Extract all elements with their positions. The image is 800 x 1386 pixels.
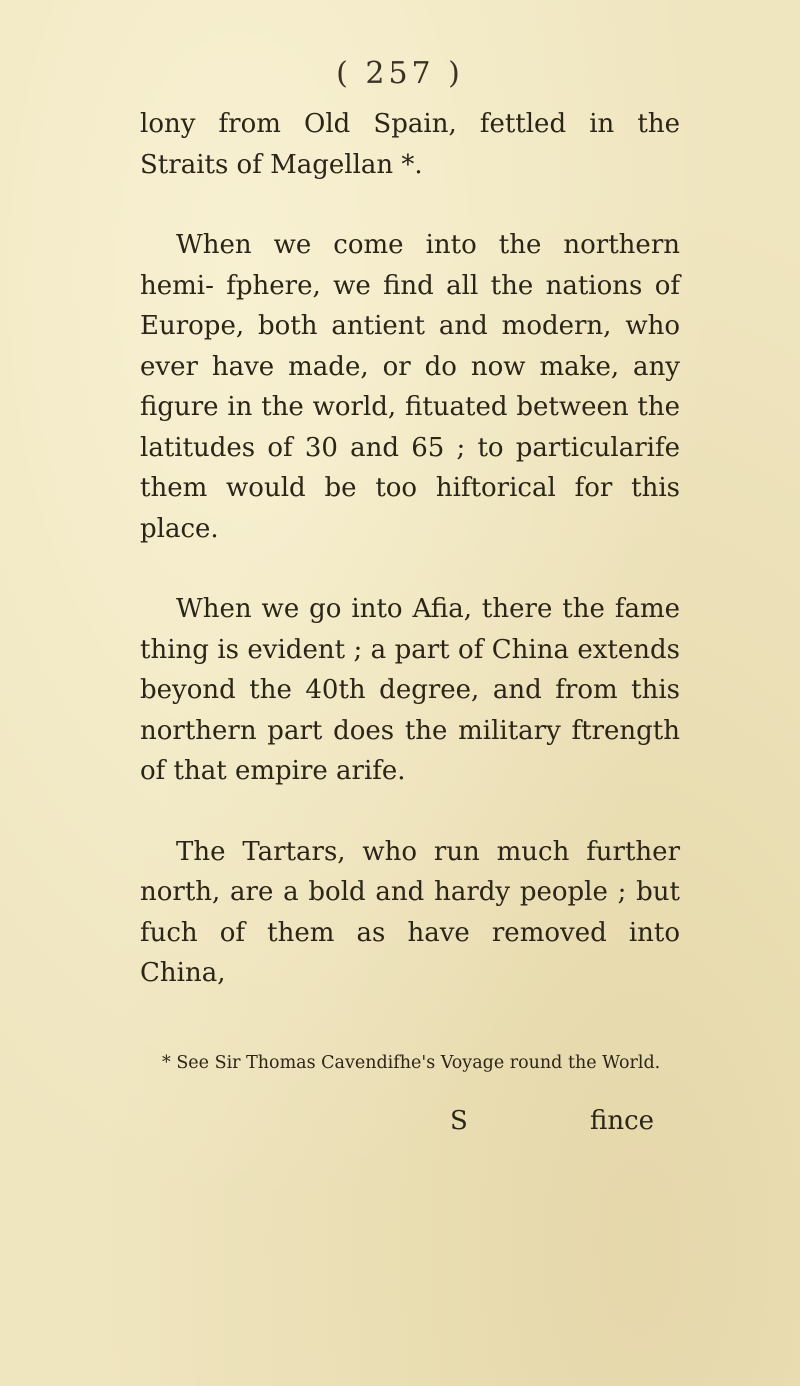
paragraph-tartars: The Tartars, who run much further north, are a bold and hardy people ; but fuch of them as have removed into China,: [140, 836, 680, 988]
catchword: fince: [590, 1106, 655, 1136]
signature-mark: S: [450, 1106, 468, 1136]
footnote: * See Sir Thomas Cavendifhe's Voyage round the World.: [162, 1053, 661, 1073]
page-number: ( 257 ): [336, 56, 464, 91]
body-text: [140, 104, 680, 994]
paragraph-northern-hemisphere: When we come into the northern hemi- fphere, we find all the nations of Europe, both antient and modern, who ever have made, or do now make, any figure in the world, fituated between the latitudes of 30 and 65 ; to particularife them would be too hiftorical for this place.: [140, 230, 680, 544]
paragraph-continuation: lony from Old Spain, fettled in the Straits of Magellan *.: [140, 109, 680, 180]
paragraph-asia: When we go into Afia, there the fame thing is evident ; a part of China extends beyond the 40th degree, and from this northern part does the military ftrength of that empire arife.: [140, 594, 680, 786]
